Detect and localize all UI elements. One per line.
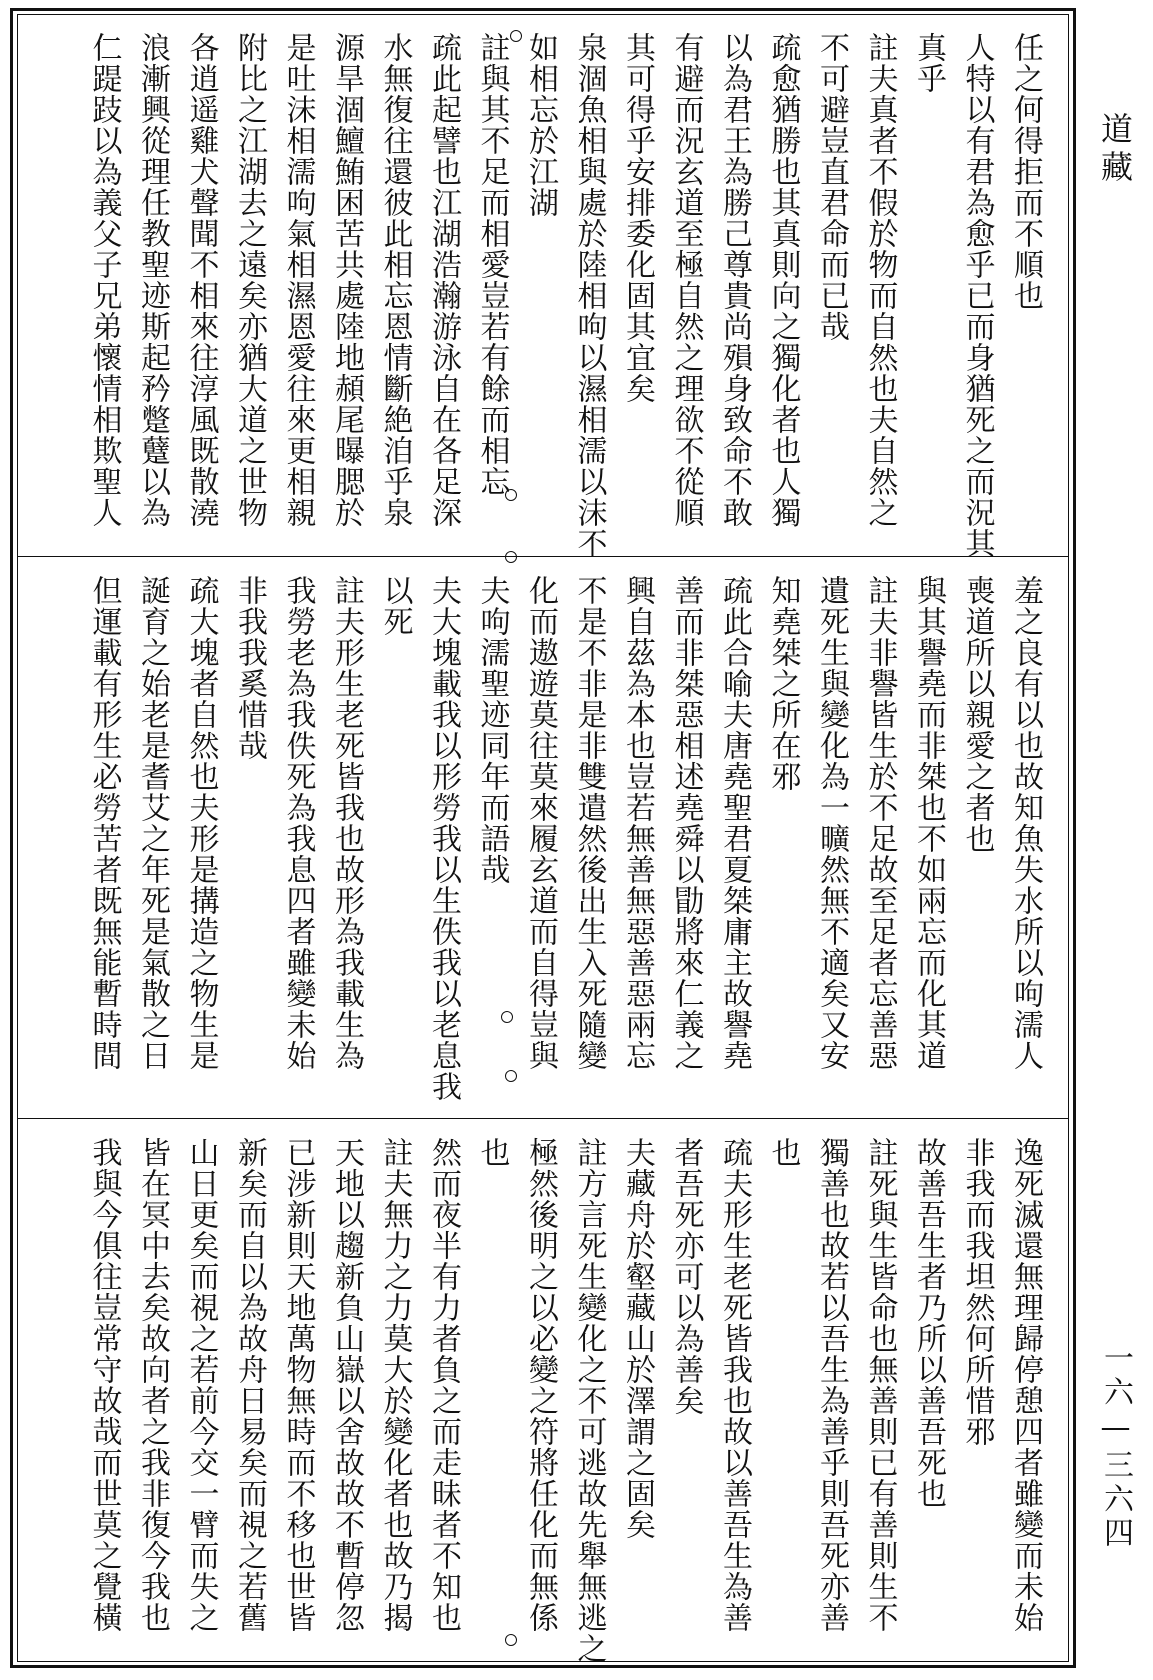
column-text: 羞之良有以也故知魚失水所以呴濡人 (1008, 575, 1043, 1071)
column-text: 者吾死亦可以為善矣 (668, 1137, 704, 1416)
text-column (82, 14, 126, 574)
text-column (324, 14, 368, 574)
column-text: 山日更矣而視之若前今交一臂而失之 (183, 1137, 219, 1633)
text-column (809, 557, 853, 1136)
column-text: 註夫非譽皆生於不足故至足者忘善惡 (862, 575, 898, 1071)
text-column (373, 557, 417, 1136)
column-text: 我與今俱往豈常守故哉而世莫之覺橫 (86, 1137, 122, 1633)
column-text: 各逍遥雞犬聲聞不相來往淳風既散澆 (183, 32, 219, 528)
text-column (858, 14, 902, 574)
column-text: 與其譽堯而非桀也不如兩忘而化其道 (911, 575, 946, 1071)
text-column (373, 1119, 417, 1680)
text-column (664, 1119, 708, 1680)
text-column (130, 557, 174, 1136)
text-column (858, 557, 902, 1136)
text-column (82, 1119, 126, 1680)
text-column (567, 1119, 611, 1680)
column-text: 以為君王為勝己尊貴尚殞身致命不敢 (717, 32, 752, 528)
text-column (809, 14, 853, 574)
text-column (421, 557, 465, 1136)
column-text: 誕育之始老是耆艾之年死是氣散之日 (135, 575, 170, 1071)
text-column (179, 557, 223, 1136)
column-text: 疏此合喻夫唐堯聖君夏桀庸主故譽堯 (717, 575, 752, 1071)
text-column (373, 14, 417, 574)
text-column (712, 557, 756, 1136)
column-text: 非我我奚惜哉 (232, 575, 267, 761)
volume-label: 道藏 (1096, 112, 1134, 188)
column-text: 極然後明之以必變之符將任化而無係 (523, 1137, 558, 1633)
column-text: 註夫無力之力莫大於變化者也故乃揭 (377, 1137, 413, 1633)
column-text: 不是不非是非雙遣然後出生入死隨變 (571, 575, 607, 1071)
paragraph-marker (505, 1070, 517, 1082)
text-column (567, 14, 611, 574)
column-text: 也 (474, 1137, 510, 1168)
text-column (906, 557, 950, 1136)
text-column (324, 1119, 368, 1680)
paragraph-marker (505, 489, 517, 501)
column-text: 然而夜半有力者負之而走昧者不知也 (426, 1137, 461, 1633)
column-text: 附比之江湖去之遠矣亦猶大道之世物 (232, 32, 267, 528)
column-text: 疏此起譬也江湖浩瀚游泳自在各足深 (426, 32, 461, 528)
text-column (712, 1119, 756, 1680)
column-text: 疏夫形生老死皆我也故以善吾生為善 (717, 1137, 752, 1633)
column-text: 夫大塊載我以形勞我以生佚我以老息我 (426, 575, 461, 1102)
column-text: 遺死生與變化為一曠然無不適矣又安 (814, 575, 849, 1071)
text-column (227, 14, 271, 574)
column-text: 仁踶跂以為義父子兄弟懷情相欺聖人 (86, 32, 122, 528)
column-text: 註方言死生變化之不可逃故先舉無逃之 (571, 1137, 607, 1664)
column-text: 但運載有形生必勞苦者既無能暫時間 (86, 575, 122, 1071)
column-text: 以死 (377, 575, 413, 637)
column-text: 善而非桀惡相述堯舜以勖將來仁義之 (668, 575, 704, 1071)
paragraph-marker (510, 30, 522, 42)
text-column (615, 557, 659, 1136)
text-column (906, 14, 950, 574)
text-panel-middle (17, 557, 1069, 1118)
column-text: 夫藏舟於壑藏山於澤謂之固矣 (620, 1137, 655, 1540)
text-column (615, 1119, 659, 1680)
column-text: 是吐沫相濡呴氣相濕恩愛往來更相親 (280, 32, 316, 528)
text-panel-top (17, 14, 1069, 559)
text-column (324, 557, 368, 1136)
text-column (227, 557, 271, 1136)
column-text: 註夫形生老死皆我也故形為我載生為 (329, 575, 364, 1071)
text-column (567, 557, 611, 1136)
text-column (955, 557, 999, 1136)
column-text: 源旱涸鱣鮪困苦共處陸地頳尾曝腮於 (329, 32, 364, 528)
column-text: 註死與生皆命也無善則已有善則生不 (862, 1137, 898, 1633)
text-column (664, 557, 708, 1136)
column-text: 已涉新則天地萬物無時而不移也世皆 (280, 1137, 316, 1633)
column-text: 故善吾生者乃所以善吾死也 (911, 1137, 946, 1509)
text-column (761, 1119, 805, 1680)
text-column (712, 14, 756, 574)
column-text: 化而遨遊莫往莫來履玄道而自得豈與 (523, 575, 558, 1071)
column-text: 有避而況玄道至極自然之理欲不從順 (668, 32, 704, 528)
column-text: 皆在冥中去矣故向者之我非復今我也 (135, 1137, 170, 1633)
column-text: 泉涸魚相與處於陸相呴以濕相濡以沫不 (571, 32, 607, 559)
text-panel-bottom (17, 1119, 1069, 1662)
text-column (518, 14, 562, 574)
column-text: 夫呴濡聖迹同年而語哉 (474, 575, 510, 885)
text-column (130, 14, 174, 574)
paragraph-marker (501, 1011, 513, 1023)
column-text: 也 (765, 1137, 801, 1168)
text-column (955, 1119, 999, 1680)
text-column (276, 14, 320, 574)
text-column (276, 1119, 320, 1680)
text-column (615, 14, 659, 574)
text-column (1003, 1119, 1047, 1680)
text-column (470, 1119, 514, 1680)
text-column (470, 557, 514, 1136)
column-text: 獨善也故若以吾生為善乎則吾死亦善 (814, 1137, 849, 1633)
text-column (82, 557, 126, 1136)
page-number: 一六—三六四 (1098, 1342, 1133, 1551)
column-text: 非我而我坦然何所惜邪 (959, 1137, 995, 1447)
text-column (276, 557, 320, 1136)
text-column (955, 14, 999, 574)
paragraph-marker (505, 551, 517, 563)
column-text: 知堯桀之所在邪 (765, 575, 801, 792)
text-column (179, 14, 223, 574)
text-column (1003, 557, 1047, 1136)
text-column (761, 557, 805, 1136)
text-column (1003, 14, 1047, 574)
column-text: 如相忘於江湖 (523, 32, 558, 218)
column-text: 浪漸興從理任教聖迹斯起矜蹩躠以為 (135, 32, 170, 528)
column-text: 註與其不足而相愛豈若有餘而相忘 (474, 32, 510, 497)
text-column (809, 1119, 853, 1680)
text-column (130, 1119, 174, 1680)
column-text: 我勞老為我佚死為我息四者雖變未始 (280, 575, 316, 1071)
text-column (858, 1119, 902, 1680)
column-text: 喪道所以親愛之者也 (959, 575, 995, 854)
text-column (227, 1119, 271, 1680)
column-text: 興自茲為本也豈若無善無惡善惡兩忘 (620, 575, 655, 1071)
text-column (421, 14, 465, 574)
text-column (518, 1119, 562, 1680)
text-column (518, 557, 562, 1136)
text-column (761, 14, 805, 574)
column-text: 天地以趨新負山嶽以舍故故不暫停忽 (329, 1137, 364, 1633)
column-text: 其可得乎安排委化固其宜矣 (620, 32, 655, 404)
text-column (664, 14, 708, 574)
text-column (179, 1119, 223, 1680)
text-column (906, 1119, 950, 1680)
text-column (421, 1119, 465, 1680)
column-text: 註夫真者不假於物而自然也夫自然之 (862, 32, 898, 528)
column-text: 真乎 (911, 32, 946, 94)
column-text: 逸死滅還無理歸停憩四者雖變而未始 (1008, 1137, 1043, 1633)
column-text: 疏愈猶勝也其真則向之獨化者也人獨 (765, 32, 801, 528)
column-text: 疏大塊者自然也夫形是搆造之物生是 (183, 575, 219, 1071)
column-text: 不可避豈直君命而已哉 (814, 32, 849, 342)
column-text: 任之何得拒而不順也 (1008, 32, 1043, 311)
column-text: 水無復往還彼此相忘恩情斷絶洎乎泉 (377, 32, 413, 528)
paragraph-marker (505, 1634, 517, 1646)
column-text: 人特以有君為愈乎已而身猶死之而況其 (959, 32, 995, 559)
column-text: 新矣而自以為故舟日易矣而視之若舊 (232, 1137, 267, 1633)
